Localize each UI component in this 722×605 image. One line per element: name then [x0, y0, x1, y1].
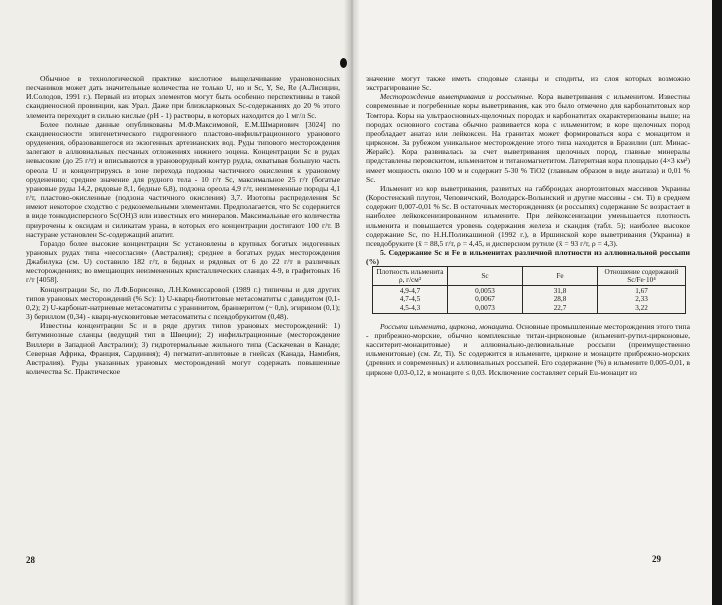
table-cell: 4,5-4,3 — [373, 304, 448, 313]
section-text: Кора выветривания с ильменитом. Известны современные и погребенные коры выветривания, как это было отмечено для карбонатитовых кор Томтора. Коры на ультраосновных-щелочных породах и карбонатитах охарактеризованы выше; на породах основного состава обычно развивается кора с ильменитом; в коре щелочных пород преобладает анатаз или лейкоксен. На гранитах может формироваться кора с монацитом и цирконом. За рубежом уникальное месторождение этого типа находится в Бразилии (шт. Минас-Жерайс). Кора развивалась за счет выветривания щелочных пород, главные минералы представлены перовскитом, ильменитом и титаномагнетитом. Латеритная кора площадью (4×3 км²) имеет мощность около 100 м и содержит 5-30 % TiO2 (главным образом в виде анатаза) и 0,01 % Sc. — [366, 92, 690, 184]
table-header-cell: Fe — [523, 267, 598, 286]
table-cell: 31,8 — [523, 286, 598, 295]
paragraph: значение могут также иметь сподовые сланцы и сподиты, из слоя которых возможно экстрагирование Sc. — [366, 74, 690, 93]
table-cell: 4,9-4,7 — [373, 286, 448, 295]
scan-edge — [712, 0, 722, 605]
table-header-cell: Sc — [448, 267, 523, 286]
paragraph: Ильменит из кор выветривания, развитых на габброидах анортозитовых массивов Украины (Коростенский плутон, Чеповичский, Володарск-Волынский и другие массивы - см. Ti) в среднем содержит 0,007-0,01 % Sc. В остаточных месторождениях (и россыпях) содержание Sc возрастает в наиболее лейкоксенизированном ильмените. При лейкоксенизации уменьшается плотность ильменита и повышается уровень содержания железа и скандия (табл. 5); наиболее высокое содержание Sc, по Н.Н.Поликашиной (1992 г.), в Иршинской коре выветривания (Украина) в псевдобруките (x̄ = 88,5 г/т, ρ = 4,45, и дисперсном рутиле (x̄ = 93 г/т, ρ = 4,3). — [366, 183, 690, 248]
table-header-cell: Отношение содержаний Sc/Fe·10⁴ — [598, 267, 686, 286]
table-cell: 2,33 — [598, 295, 686, 304]
paragraph: Обычное в технологической практике кислотное выщелачивание урановоносных песчаников может дать значительные количества не только U, но и Sc, Y, Se, Re (А.Лисицин, И.Солодов, 1991 г.). Первый из вторых элементов могут быть особенно перспективны в такой скандиеносной провинции, как Урал. Даже при близкларковых Sc-содержаниях до 20 % этого элемента переходит в сильно кислые (pH - 1) растворы, в которых находится до 1 мг/л Sc. — [26, 74, 340, 120]
table-row — [373, 304, 686, 313]
table-cell: 0,0053 — [448, 286, 523, 295]
table-row — [373, 286, 686, 295]
left-page — [0, 0, 352, 605]
paragraph: Гораздо более высокие концентрации Sc установлены в крупных богатых эндогенных урановых рудах типа «несогласия» (Австралия); среднее в богатых рудах месторождения Джабилука (см. U) составило 182 г/т, в бедных и рядовых от 6 до 22 г/т в различных месторождениях; во вмещающих неизмененных кристаллических сланцах 4-9, в графитовых 16 г/т [4058]. — [26, 238, 340, 285]
table-cell: 0,0073 — [448, 304, 523, 313]
table-cell: 4,7-4,5 — [373, 295, 448, 304]
right-page — [352, 0, 722, 605]
section-weathering — [366, 92, 690, 184]
table-header-cell: Плотность ильменита ρ, г/см³ — [373, 267, 448, 286]
section-heading: Россыпи ильменита, циркона, монацита. — [380, 321, 515, 331]
data-table — [372, 266, 686, 313]
left-column — [26, 74, 340, 376]
section-placers — [366, 322, 690, 377]
page-number-right: 29 — [652, 554, 661, 564]
table-header-row — [373, 267, 686, 286]
table-row — [373, 295, 686, 304]
section-text: Основные промышленные месторождения этого типа - прибрежно-морские, обычно комплексные титан-цирконовые (ильменит-рутил-цирконовые, касситерит-монацитовые) и аллювиально-делювиальные россыпи (преимущественно ильменитовые) (см. Zr, Ti). Sc содержится в ильмените, цирконе и монаците прибрежно-морских (древних и современных) и аллювиальных россыпей. Его содержание (%) в ильмените 0,005-0,01, в цирконе 0,03-0,12, в монаците ≤ 0,03. Исключение составляет серый Eu-монацит из — [366, 321, 690, 377]
page-number-left: 28 — [26, 555, 35, 565]
scan-artifact-mark — [340, 58, 347, 68]
table-cell: 28,8 — [523, 295, 598, 304]
section-heading: Месторождения выветривания и россыпные. — [380, 92, 534, 102]
table-cell: 3,22 — [598, 304, 686, 313]
paragraph: Известны концентрации Sc и в ряде других типов урановых месторождений: 1) битуминозные сланцы (ведущий тип в Швеции); 2) инфильтрационные (месторождение Виллери в Западной Австралии); 3) гидротермальные жильного типа (Саскачеван в Канаде; Северная Африка, Франция, Сардиния); 4) пегматит-аплитовые в гнейсах (Канада, Намибия, Австралия). Руды указанных урановых месторождений могут содержать повышенные количества Sc. Практическое — [26, 321, 340, 376]
paragraph: Более полные данные опубликованы М.Ф.Максимовой, Е.М.Шмариович [3024] по скандиеносности эпигенетического гидрогенного пластово-инфильтрационного уранового оруденения, образовавшегося из экзогенных артезианских вод. Руды типового месторождения залегают в аллювиальных песчаных отложениях нижнего эоцена. Концентрации Sc в рудах невысокие (до 25 г/т) и вписываются в урановорудный контур рудла, охватывая большую часть ореола U и концентрируясь в зоне перехода подзоны частичного окисления к урановому оруденению; среднее значение для рудного тела - 10 г/т Sc, максимальное 25 г/т (богатые урановые руды 14,2, рядовые 8,1, бедные 6,8), подзона ореола 4,9 г/т, неизмененные породы 4,1 г/т, пластово-окисленные (подзона частичного окисления) 3,7. Изотопы распределения Sc имеют некоторое сходство с редкоземельными элементами. Предполагается, что Sc содержится в виде тонкодисперсного Sc(OH)3 или известных его минералов. Максимальные его количества приурочены к оксидам и силикатам урана, в которых его концентрации достигают 100 г/т. В настуране установлен Sc-содержащий апатит. — [26, 119, 340, 239]
table-cell: 0,0067 — [448, 295, 523, 304]
book-gutter — [344, 0, 360, 605]
right-column — [366, 74, 690, 377]
table-cell: 1,67 — [598, 286, 686, 295]
table-title: 5. Содержание Sc и Fe в ильменитах различной плотности из аллювиальной россыпи (%) — [366, 247, 690, 267]
table-cell: 22,7 — [523, 304, 598, 313]
paragraph: Концентрации Sc, по Л.Ф.Борисенко, Л.Н.Комиссаровой (1989 г.) типичны и для других типов урановых месторождений (% Sc): 1) U-кварц-биотитовые метасоматиты с давидитом (0,1-0,2); 2) U-карбонат-натриевые метасоматиты с уранинитом, браннеритом (~ 0,n), эгирином (0,1); 3) бериллом (0,34) - кварц-мусковитовые метасоматиты с псевдобрукитом (0,48). — [26, 284, 340, 322]
